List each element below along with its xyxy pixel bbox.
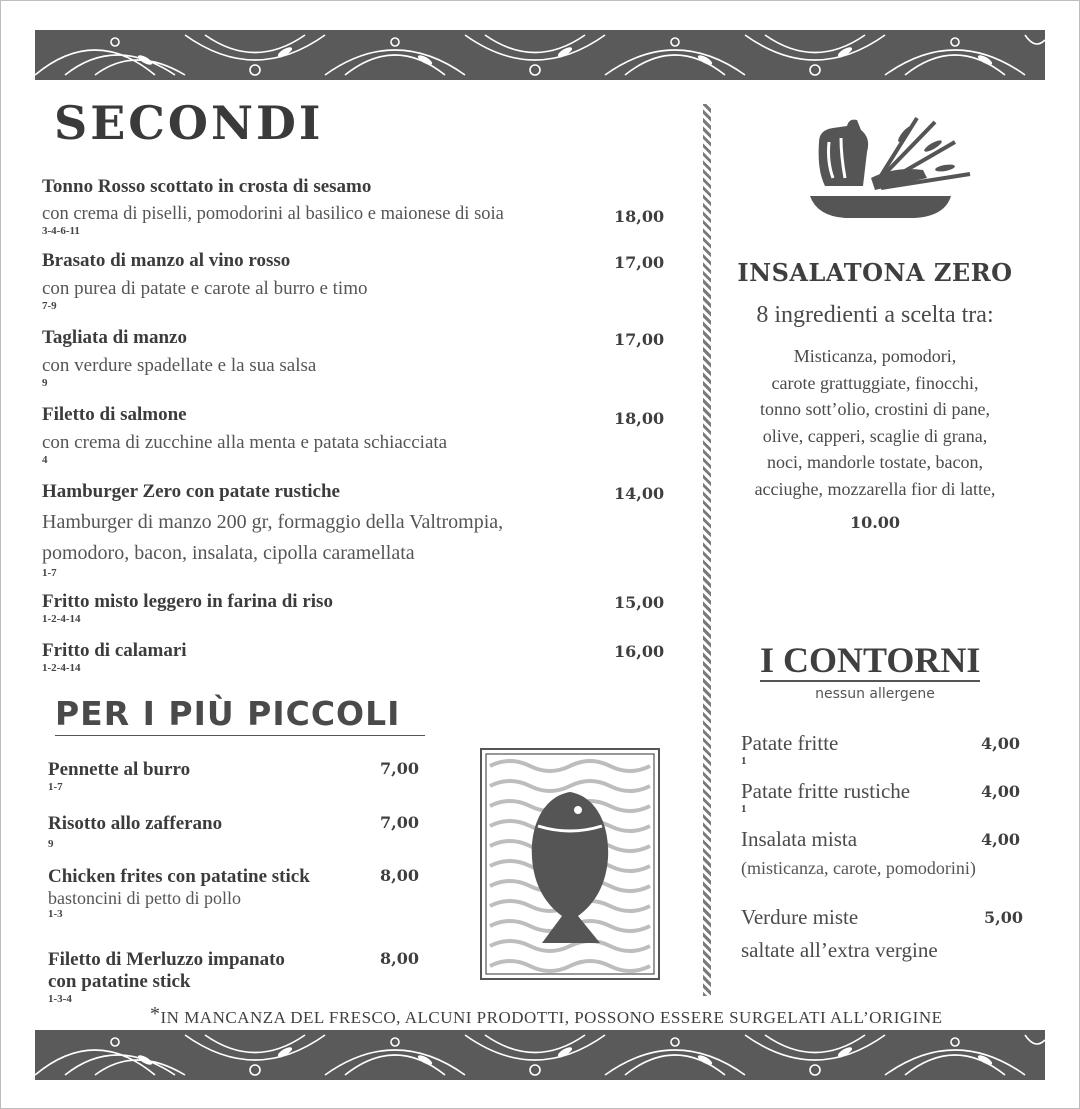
ingredient-line: olive, capperi, scaglie di grana, [762, 425, 988, 446]
dish-item [42, 176, 667, 237]
kids-dish-price: 7,00 [380, 813, 419, 832]
side-dish-item [741, 827, 1031, 879]
top-decorative-band [35, 30, 1045, 80]
side-dish-item [741, 779, 1031, 815]
kids-dish-price: 8,00 [380, 949, 419, 968]
contorni-title: I CONTORNI [760, 640, 981, 680]
dish-price: 18,00 [614, 409, 665, 428]
dish-price: 18,00 [614, 207, 665, 226]
dish-allergens: 4 [42, 454, 48, 466]
dish-allergens: 1-7 [42, 567, 57, 579]
insalatona-subtitle: 8 ingredienti a scelta tra: [756, 302, 994, 328]
contorni-subtitle: nessun allergene [815, 686, 935, 702]
kids-dish-name: Pennette al burro [48, 759, 191, 780]
side-dish-price: 4,00 [981, 830, 1020, 849]
side-dish-description: (misticanza, carote, pomodorini) [741, 858, 976, 878]
salad-bowl-icon [805, 112, 975, 222]
side-dish-item [741, 731, 1031, 767]
dish-name: Fritto misto leggero in farina di riso [42, 591, 333, 612]
side-dish-allergens: 1 [741, 803, 747, 815]
frozen-products-footnote [150, 1003, 942, 1028]
kids-dish-allergens: 1-7 [48, 781, 63, 793]
side-dish-name: Insalata mista [741, 827, 858, 851]
dish-allergens: 1-2-4-14 [42, 662, 81, 674]
side-dish-price: 4,00 [981, 782, 1020, 801]
salad-bowl-illustration [805, 112, 975, 222]
kids-dish-price: 7,00 [380, 759, 419, 778]
insalatona-price: 10.00 [849, 513, 901, 532]
floral-swirl-pattern-icon [35, 1030, 1045, 1080]
dish-description-line2: pomodoro, bacon, insalata, cipolla caramellata [42, 542, 415, 564]
dish-description: con verdure spadellate e la sua salsa [42, 355, 317, 376]
dish-description: Hamburger di manzo 200 gr, formaggio della Valtrompia, [42, 511, 504, 533]
kids-dish-description: bastoncini di petto di pollo [48, 888, 241, 908]
dish-description: con crema di piselli, pomodorini al basilico e maionese di soia [42, 204, 504, 224]
dish-item [42, 640, 667, 674]
floral-swirl-pattern-icon [35, 30, 1045, 80]
side-dish-allergens: 1 [741, 755, 747, 767]
insalatona-ingredients [715, 343, 1035, 502]
dish-name: Brasato di manzo al vino rosso [42, 250, 291, 271]
dish-price: 14,00 [614, 484, 665, 503]
kids-dish-item [48, 949, 428, 1005]
footnote-text: IN MANCANZA DEL FRESCO, ALCUNI PRODOTTI, POSSONO ESSERE SURGELATI ALL’ORIGINE [160, 1008, 943, 1027]
side-dish-description: saltate all’extra vergine [741, 938, 938, 962]
dish-allergens: 7-9 [42, 300, 57, 312]
kids-dish-allergens: 1-3 [48, 908, 63, 920]
bottom-decorative-band [35, 1030, 1045, 1080]
dish-item [42, 250, 667, 312]
secondi-title: SECONDI [54, 96, 324, 150]
kids-dish-item [48, 866, 428, 920]
ingredient-line: tonno sott’olio, crostini di pane, [760, 399, 990, 419]
dish-description: con crema di zucchine alla menta e patata schiacciata [42, 432, 448, 453]
side-dish-price: 4,00 [981, 734, 1020, 753]
kids-dish-name-line2: con patatine stick [48, 971, 191, 992]
kids-dish-name: Chicken frites con patatine stick [48, 866, 310, 887]
fish-icon [480, 748, 660, 980]
dish-allergens: 1-2-4-14 [42, 613, 81, 625]
kids-dish-allergens: 9 [48, 838, 54, 850]
footnote-asterisk: * [150, 1003, 161, 1025]
ingredient-line: Misticanza, pomodori, [793, 346, 957, 366]
kids-dish-item [48, 813, 428, 850]
dish-name: Tonno Rosso scottato in crosta di sesamo [42, 176, 372, 197]
dish-item [42, 481, 667, 579]
dish-item [42, 404, 667, 466]
ingredient-line: carote grattuggiate, finocchi, [771, 372, 979, 393]
side-dish-item [741, 905, 1031, 962]
kids-dish-item [48, 759, 428, 793]
ingredient-line: acciughe, mozzarella fior di latte, [754, 478, 996, 499]
kids-dish-allergens: 1-3-4 [48, 993, 72, 1005]
insalatona-title: INSALATONA ZERO [737, 258, 1013, 287]
side-dish-name: Verdure miste [741, 905, 859, 929]
fish-illustration [480, 748, 660, 980]
piccoli-title: PER I PIÙ PICCOLI [55, 694, 401, 733]
column-divider [703, 104, 711, 996]
dish-price: 17,00 [614, 330, 665, 349]
dish-name: Filetto di salmone [42, 404, 187, 425]
piccoli-title-underline [55, 735, 425, 736]
dish-name: Fritto di calamari [42, 640, 187, 661]
dish-allergens: 3-4-6-11 [42, 225, 80, 237]
dish-name: Hamburger Zero con patate rustiche [42, 481, 340, 502]
dish-name: Tagliata di manzo [42, 327, 187, 348]
dish-item [42, 591, 667, 625]
dish-price: 17,00 [614, 253, 665, 272]
kids-dish-name: Filetto di Merluzzo impanato [48, 949, 285, 970]
side-dish-name: Patate fritte rustiche [741, 779, 911, 803]
ingredient-line: noci, mandorle tostate, bacon, [767, 452, 983, 472]
side-dish-name: Patate fritte [741, 731, 839, 755]
kids-dish-price: 8,00 [380, 866, 419, 885]
dish-price: 15,00 [614, 593, 665, 612]
dish-item [42, 327, 667, 389]
side-dish-price: 5,00 [984, 908, 1023, 927]
dish-price: 16,00 [614, 642, 665, 661]
dish-allergens: 9 [42, 377, 48, 389]
kids-dish-name: Risotto allo zafferano [48, 813, 223, 834]
dish-description: con purea di patate e carote al burro e timo [42, 278, 368, 299]
